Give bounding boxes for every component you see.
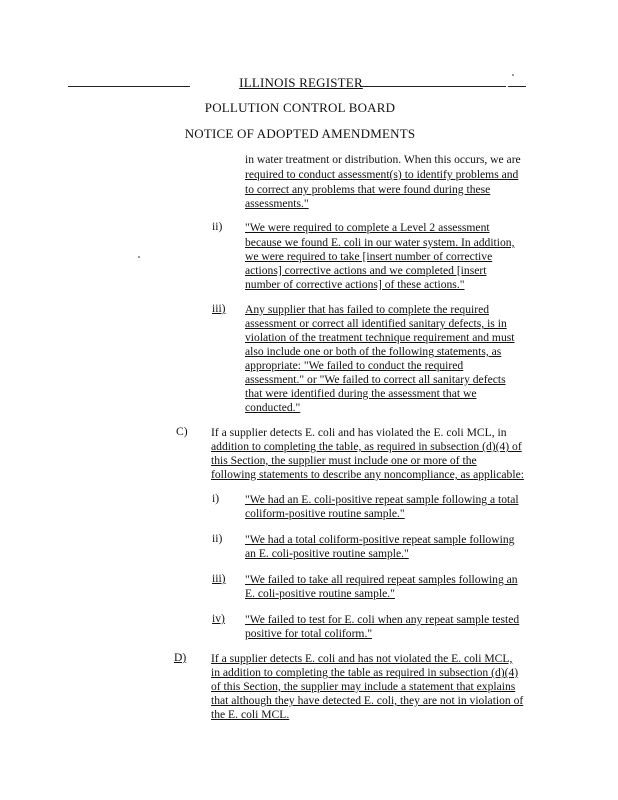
section-c-line: If a supplier detects E. coli and has violated the E. coli MCL, in <box>211 426 507 439</box>
c-item-iv-line: positive for total coliform." <box>245 627 373 640</box>
item-iii-line: Any supplier that has failed to complete the required <box>245 303 490 316</box>
item-ii-marker: ii) <box>212 220 223 233</box>
speck <box>138 256 140 258</box>
item-ii-line: "We were required to complete a Level 2 assessment <box>245 221 490 234</box>
item-iii-line: violation of the treatment technique requirement and must <box>245 331 515 344</box>
section-c-line: addition to completing the table, as required in subsection (d)(4) of <box>211 440 522 453</box>
section-c-marker: C) <box>176 425 188 438</box>
continuation-line: to correct any problems that were found during these <box>245 183 491 196</box>
section-d-line: in addition to completing the table as required in subsection (d)(4) <box>211 666 519 679</box>
continuation-line: required to conduct assessment(s) to identify problems and <box>245 168 519 181</box>
item-iii-line: conducted." <box>245 401 301 414</box>
section-d-line: the E. coli MCL. <box>211 708 290 721</box>
register-title: ILLINOIS REGISTER <box>239 75 363 90</box>
item-iii-line: assessment." or "We failed to correct all sanitary defects <box>245 373 506 386</box>
board-title: POLLUTION CONTROL BOARD <box>204 100 396 115</box>
notice-title: NOTICE OF ADOPTED AMENDMENTS <box>184 126 416 141</box>
section-c-line: this Section, the supplier must include one or more of the <box>211 454 477 467</box>
item-ii-line: we were required to take [insert number of corrective <box>245 250 493 263</box>
section-d-line: that although they have detected E. coli, they are not in violation of <box>211 694 524 707</box>
section-d-line: If a supplier detects E. coli and has not violated the E. coli MCL, <box>211 652 513 665</box>
item-iii-marker: iii) <box>212 302 226 315</box>
item-ii-line: number of corrective actions] of these actions." <box>245 278 465 291</box>
item-iii-line: appropriate: "We failed to conduct the required <box>245 359 464 372</box>
c-item-iv-marker: iv) <box>212 612 225 625</box>
c-item-ii-marker: ii) <box>212 532 223 545</box>
section-d-marker: D) <box>174 651 187 664</box>
c-item-ii-line: an E. coli-positive routine sample." <box>245 547 409 560</box>
item-iii-line: that were identified during the assessment that we <box>245 387 477 400</box>
c-item-i-line: coliform-positive routine sample." <box>245 507 405 520</box>
c-item-iii-line: E. coli-positive routine sample." <box>245 587 395 600</box>
c-item-i-marker: i) <box>212 492 220 505</box>
item-ii-line: because we found E. coli in our water system. In addition, <box>245 236 515 249</box>
continuation-line: in water treatment or distribution. When this occurs, we are <box>245 153 521 166</box>
c-item-iii-marker: iii) <box>212 572 226 585</box>
section-d-line: of this Section, the supplier may include a statement that explains <box>211 680 516 693</box>
item-iii-line: assessment or correct all identified sanitary defects, is in <box>245 317 507 330</box>
section-c-line: following statements to describe any noncompliance, as applicable: <box>211 468 524 481</box>
continuation-line: assessments." <box>245 197 309 210</box>
c-item-ii-line: "We had a total coliform-positive repeat sample following <box>245 533 515 546</box>
c-item-iv-line: "We failed to test for E. coli when any repeat sample tested <box>245 613 520 626</box>
item-iii-line: also include one or both of the following statements, as <box>245 345 502 358</box>
c-item-iii-line: "We failed to take all required repeat samples following an <box>245 573 518 586</box>
c-item-i-line: "We had an E. coli-positive repeat sample following a total <box>245 493 519 506</box>
item-ii-line: actions] corrective actions and we completed [insert <box>245 264 487 277</box>
